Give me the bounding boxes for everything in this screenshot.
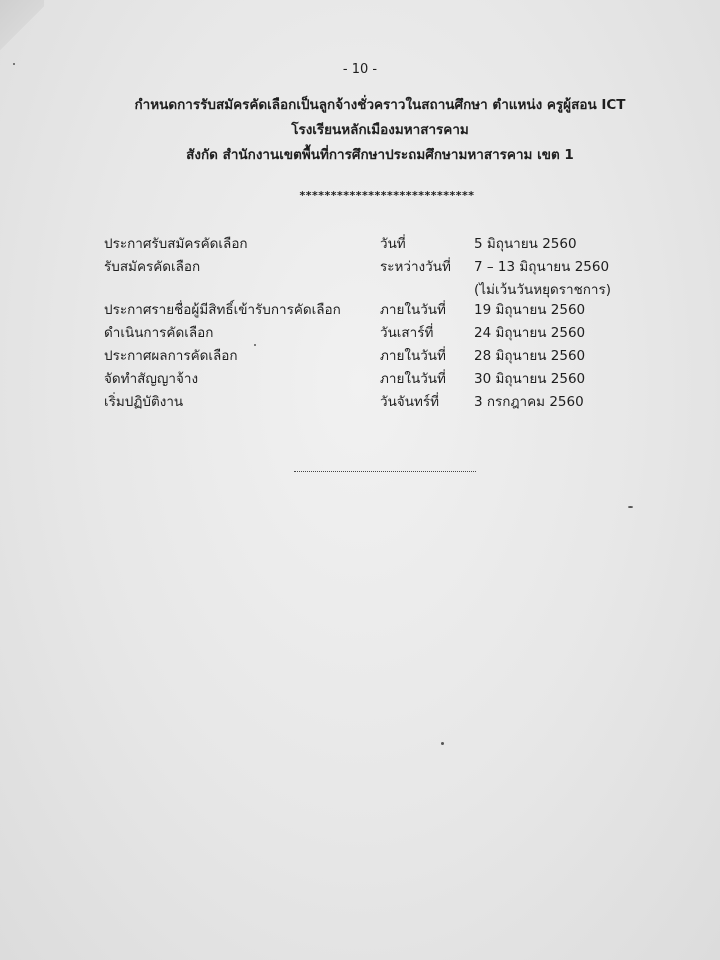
- schedule-when: วันจันทร์ที่: [380, 394, 439, 410]
- schedule-when: ระหว่างวันที่: [380, 259, 451, 275]
- schedule-date: 7 – 13 มิถุนายน 2560: [474, 259, 610, 275]
- schedule-date: 30 มิถุนายน 2560: [474, 371, 586, 387]
- paper-speck: [254, 344, 256, 346]
- title-line-3: สังกัด สำนักงานเขตพื้นที่การศึกษาประถมศึกษามหาสารคาม เขต 1: [186, 147, 574, 163]
- title-line-2: โรงเรียนหลักเมืองมหาสารคาม: [291, 122, 469, 138]
- paper-speck: [628, 506, 633, 508]
- dotted-divider: [294, 471, 476, 472]
- schedule-item: เริ่มปฏิบัติงาน: [104, 394, 184, 410]
- schedule-row: [104, 255, 664, 298]
- schedule-row: [104, 367, 664, 390]
- schedule-row: [104, 232, 664, 255]
- title-line-1: [0, 93, 720, 118]
- star-separator: ****************************: [299, 189, 475, 202]
- schedule-date: 24 มิถุนายน 2560: [474, 325, 586, 341]
- schedule-date: 28 มิถุนายน 2560: [474, 348, 586, 364]
- schedule-when: ภายในวันที่: [380, 348, 446, 364]
- schedule-item: ดำเนินการคัดเลือก: [104, 325, 214, 341]
- schedule-item: รับสมัครคัดเลือก: [104, 259, 201, 275]
- title-line-1-text: การรับสมัครคัดเลือกเป็นลูกจ้างชั่วคราวในสถานศึกษา ตำแหน่ง ครูผู้สอน ICT: [177, 97, 626, 113]
- title-emphasis-word: กำหนด: [134, 97, 178, 113]
- schedule-item: ประกาศผลการคัดเลือก: [104, 348, 238, 364]
- schedule-when: ภายในวันที่: [380, 371, 446, 387]
- schedule-when: วันเสาร์ที่: [380, 325, 434, 341]
- schedule-item: ประกาศรับสมัครคัดเลือก: [104, 236, 248, 252]
- schedule-when: ภายในวันที่: [380, 302, 446, 318]
- document-title: [0, 93, 720, 168]
- schedule-date: 3 กรกฎาคม 2560: [474, 394, 584, 410]
- schedule-list: [104, 232, 664, 413]
- folded-corner: [0, 0, 44, 56]
- page-number: - 10 -: [342, 62, 378, 77]
- schedule-row: [104, 390, 664, 413]
- schedule-item: จัดทำสัญญาจ้าง: [104, 371, 199, 387]
- schedule-row: [104, 344, 664, 367]
- schedule-date: 19 มิถุนายน 2560: [474, 302, 586, 318]
- schedule-note: (ไม่เว้นวันหยุดราชการ): [474, 282, 612, 298]
- schedule-when: วันที่: [380, 236, 406, 252]
- schedule-date: 5 มิถุนายน 2560: [474, 236, 577, 252]
- paper-speck: [13, 63, 15, 65]
- schedule-row: [104, 321, 664, 344]
- paper-speck: [441, 742, 444, 745]
- schedule-row: [104, 298, 664, 321]
- schedule-item: ประกาศรายชื่อผู้มีสิทธิ์เข้ารับการคัดเลือก: [104, 302, 341, 318]
